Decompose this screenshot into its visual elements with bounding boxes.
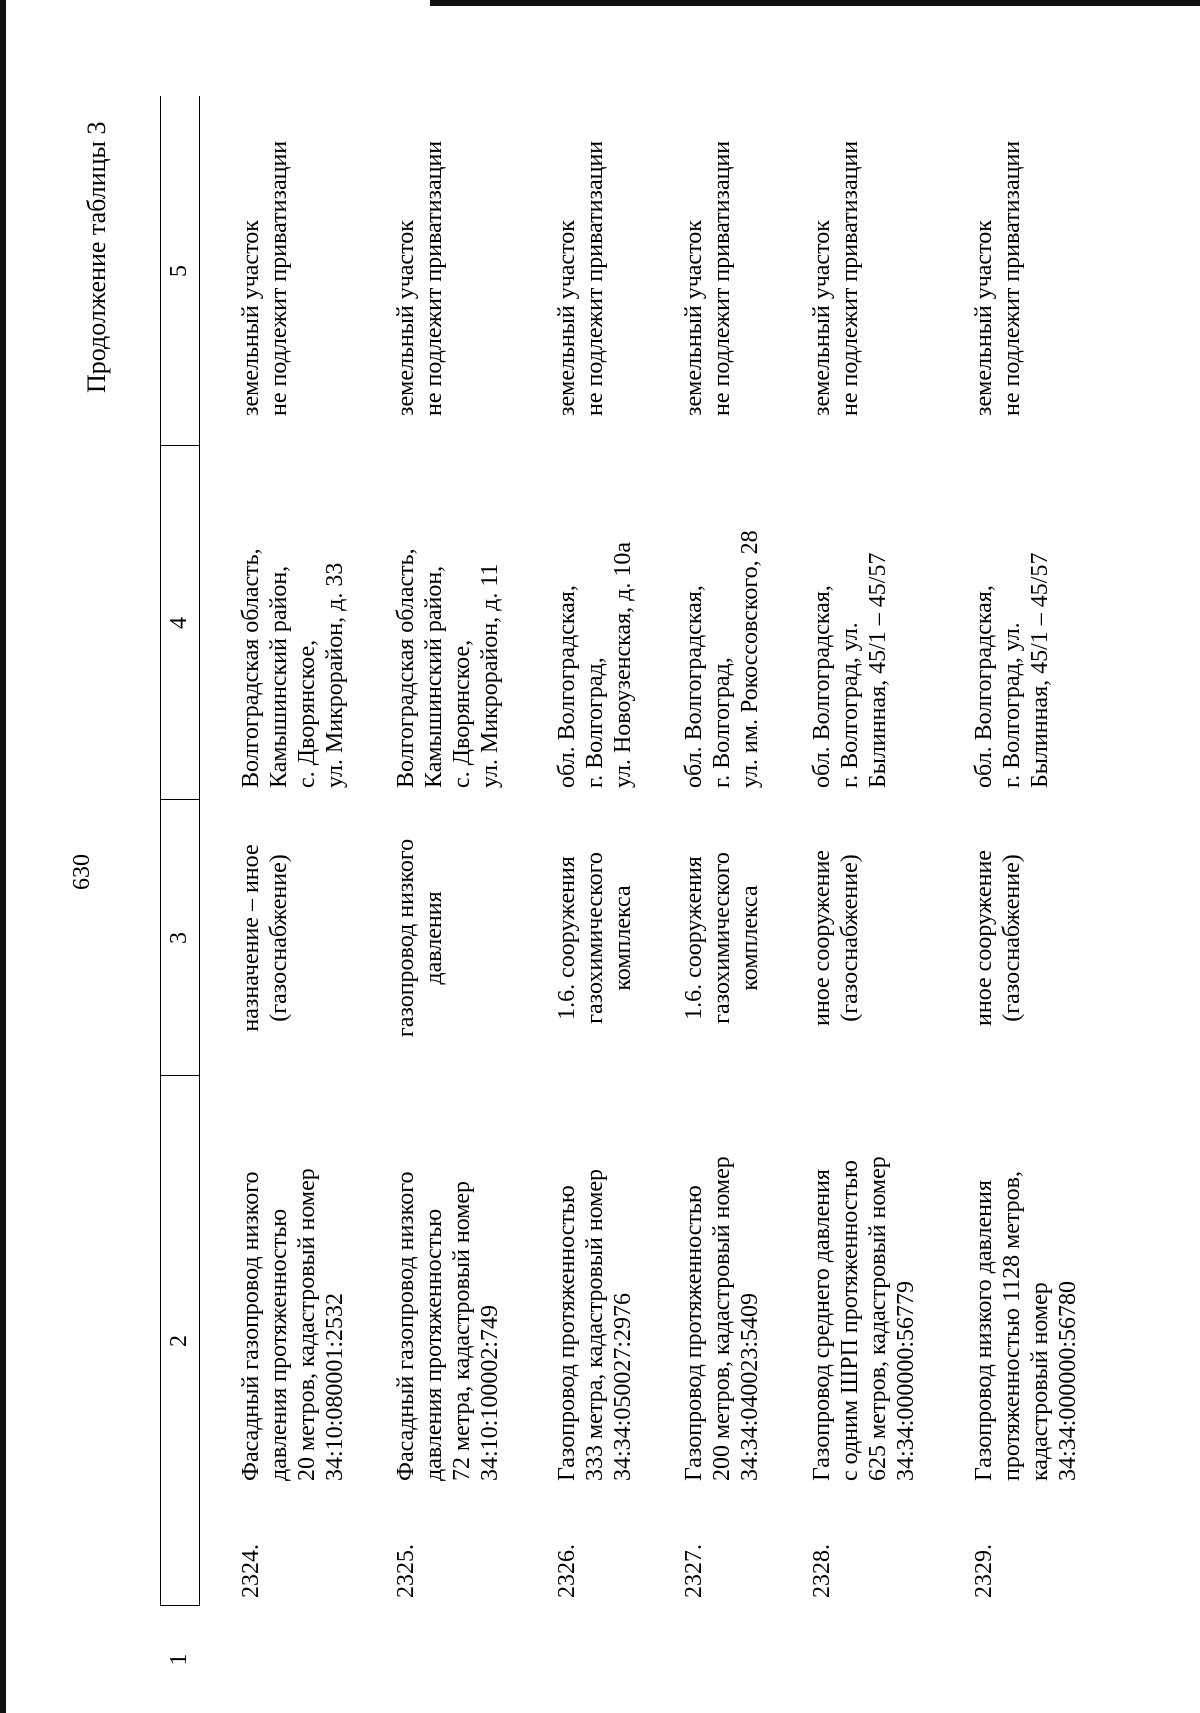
cell-line: обл. Волгоградская,	[809, 585, 835, 788]
cell-line: комплекса	[737, 885, 763, 991]
table-top-rule	[160, 96, 161, 1606]
cell-line: Газопровод низкого давления	[971, 1180, 997, 1481]
cell-line: 333 метра, кадастровый номер	[582, 1168, 608, 1481]
cell-desc	[553, 1081, 637, 1481]
cell-line: Газопровод протяженностью	[554, 1185, 580, 1481]
cell-line: 34:34:000000:56779	[893, 1280, 919, 1481]
cell-note	[680, 106, 736, 416]
cell-address	[392, 448, 504, 788]
cell-desc	[237, 1081, 349, 1481]
cell-line: обл. Волгоградская,	[681, 585, 707, 788]
cell-line: назначение – иное	[238, 844, 264, 1032]
cell-line: 200 метров, кадастровый номер	[709, 1156, 735, 1481]
cell-line: 34:34:000000:56780	[1055, 1280, 1081, 1481]
cell-num	[237, 1518, 265, 1598]
cell-line: 2327.	[681, 1544, 707, 1598]
cell-address	[237, 448, 349, 788]
cell-line: 20 метров, кадастровый номер	[294, 1168, 320, 1481]
cell-line: ул. Микрорайон, д. 11	[477, 563, 503, 788]
cell-num	[970, 1518, 998, 1598]
cell-line: обл. Волгоградская,	[554, 585, 580, 788]
cell-line: Фасадный газопровод низкого	[238, 1171, 264, 1481]
cell-line: Былинная, 45/1 – 45/57	[865, 552, 891, 788]
cell-num	[808, 1518, 836, 1598]
cell-desc	[970, 1081, 1082, 1481]
cell-line: 2324.	[238, 1544, 264, 1598]
cell-line: давления протяженностью	[266, 1208, 292, 1481]
cell-line: ул. им. Рокоссовского, 28	[737, 530, 763, 788]
cell-purpose	[808, 807, 864, 1069]
cell-line: с одним ШРП протяженностью	[837, 1160, 863, 1481]
cell-line: г. Волгоград, ул.	[999, 622, 1025, 788]
cell-desc	[392, 1081, 504, 1481]
cell-line: протяженностью 1128 метров,	[999, 1170, 1025, 1481]
cell-line: 1.6. сооружения	[681, 856, 707, 1020]
cell-line: 1.6. сооружения	[554, 856, 580, 1020]
cell-line: земельный участок	[971, 220, 997, 416]
cell-purpose	[553, 807, 637, 1069]
continuation-label: Продолжение таблицы 3	[82, 121, 111, 393]
cell-line: земельный участок	[809, 220, 835, 416]
cell-line: иное сооружение	[971, 850, 997, 1026]
cell-address	[680, 448, 764, 788]
cell-line: 2328.	[809, 1544, 835, 1598]
cell-purpose	[680, 807, 764, 1069]
cell-line: Волгоградская область,	[238, 548, 264, 788]
cell-line: земельный участок	[554, 220, 580, 416]
col-header-4: 4	[166, 617, 192, 629]
cell-address	[553, 448, 637, 788]
cell-line: земельный участок	[681, 220, 707, 416]
cell-line: земельный участок	[238, 220, 264, 416]
cell-note	[392, 106, 448, 416]
col-header-1: 1	[166, 1653, 192, 1666]
cell-line: не подлежит приватизации	[266, 140, 292, 416]
cell-line: 72 метра, кадастровый номер	[449, 1180, 475, 1481]
cell-line: обл. Волгоградская,	[971, 585, 997, 788]
cell-line: (газоснабжение)	[999, 854, 1025, 1022]
cell-note	[237, 106, 293, 416]
cell-line: с. Дворянское,	[294, 639, 320, 788]
cell-line: 34:34:050027:2976	[610, 1292, 636, 1481]
cell-line: не подлежит приватизации	[999, 140, 1025, 416]
cell-line: давления протяженностью	[421, 1208, 447, 1481]
cell-line: Камышинский район,	[421, 565, 447, 788]
cell-num	[392, 1518, 420, 1598]
cell-line: иное сооружение	[809, 850, 835, 1026]
cell-line: ул. Микрорайон, д. 33	[322, 562, 348, 788]
cell-num	[553, 1518, 581, 1598]
cell-purpose	[237, 807, 293, 1069]
cell-line: г. Волгоград,	[709, 657, 735, 788]
cell-line: газопровод низкого	[393, 838, 419, 1038]
cell-note	[553, 106, 609, 416]
cell-line: 34:10:100002:749	[477, 1304, 503, 1481]
cell-num	[680, 1518, 708, 1598]
cell-line: Газопровод среднего давления	[809, 1169, 835, 1481]
cell-note	[808, 106, 864, 416]
cell-line: Волгоградская область,	[393, 548, 419, 788]
col-header-5: 5	[166, 265, 192, 277]
col-header-3: 3	[166, 932, 192, 944]
cell-line: не подлежит приватизации	[421, 140, 447, 416]
cell-line: комплекса	[610, 885, 636, 991]
cell-line: 2325.	[393, 1544, 419, 1598]
cell-line: (газоснабжение)	[266, 854, 292, 1022]
cell-line: г. Волгоград, ул.	[837, 622, 863, 788]
cell-line: 625 метров, кадастровый номер	[865, 1156, 891, 1481]
cell-line: 2326.	[554, 1544, 580, 1598]
cell-line: не подлежит приватизации	[582, 140, 608, 416]
cell-line: земельный участок	[393, 220, 419, 416]
cell-line: с. Дворянское,	[449, 639, 475, 788]
cell-line: 34:34:040023:5409	[737, 1292, 763, 1481]
col-header-2: 2	[166, 1335, 192, 1347]
cell-line: Газопровод протяженностью	[681, 1185, 707, 1481]
cell-line: Былинная, 45/1 – 45/57	[1027, 552, 1053, 788]
cell-desc	[808, 1081, 920, 1481]
cell-line: 2329.	[971, 1544, 997, 1598]
cell-line: Фасадный газопровод низкого	[393, 1171, 419, 1481]
page-number: 630	[69, 854, 95, 890]
cell-line: не подлежит приватизации	[709, 140, 735, 416]
cell-line: давления	[421, 891, 447, 985]
cell-line: 34:10:080001:2532	[322, 1292, 348, 1481]
table-header-rule	[199, 96, 200, 1606]
cell-purpose	[392, 807, 448, 1069]
cell-address	[808, 448, 892, 788]
cell-purpose	[970, 807, 1026, 1069]
cell-line: (газоснабжение)	[837, 854, 863, 1022]
cell-desc	[680, 1081, 764, 1481]
cell-line: газохимического	[709, 852, 735, 1024]
cell-line: не подлежит приватизации	[837, 140, 863, 416]
cell-line: газохимического	[582, 852, 608, 1024]
cell-address	[970, 448, 1054, 788]
cell-line: Камышинский район,	[266, 565, 292, 788]
cell-note	[970, 106, 1026, 416]
cell-line: ул. Новоузенская, д. 10а	[610, 542, 636, 788]
cell-line: кадастровый номер	[1027, 1282, 1053, 1481]
cell-line: г. Волгоград,	[582, 657, 608, 788]
